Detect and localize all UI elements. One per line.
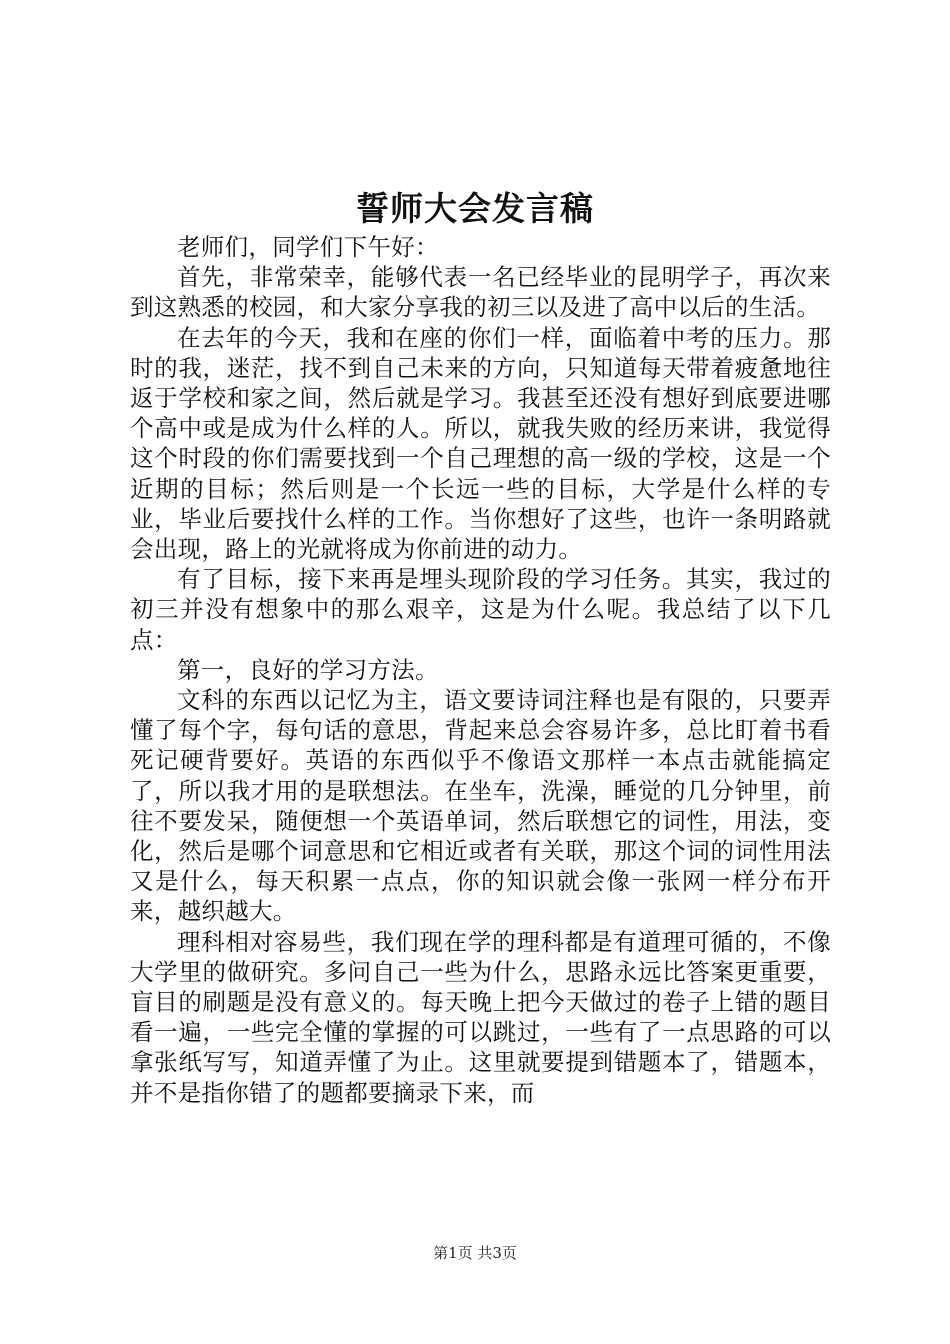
paragraph: 在去年的今天，我和在座的你们一样，面临着中考的压力。那时的我，迷茫，找不到自己未来的方向，只知道每天带着疲惫地往返于学校和家之间，然后就是学习。我甚至还没有想好到底要进哪个高中或是成为什么样的人。所以，就我失败的经历来讲，我觉得这个时段的你们需要找到一个自己理想的高一级的学校，这是一个近期的目标；然后则是一个长远一些的目标，大学是什么样的专业，毕业后要找什么样的工作。当你想好了这些，也许一条明路就会出现，路上的光就将成为你前进的动力。 bbox=[130, 323, 831, 564]
document-title: 誓师大会发言稿 bbox=[356, 189, 594, 228]
page-number-footer: 第1页 共3页 bbox=[433, 1244, 517, 1262]
paragraph-greeting: 老师们，同学们下午好： bbox=[177, 233, 439, 261]
paragraph: 有了目标，接下来再是埋头现阶段的学习任务。其实，我过的初三并没有想象中的那么艰辛，这是为什么呢。我总结了以下几点： bbox=[130, 565, 831, 654]
paragraph: 首先，非常荣幸，能够代表一名已经毕业的昆明学子，再次来到这熟悉的校园，和大家分享我的初三以及进了高中以后的生活。 bbox=[130, 263, 831, 322]
paragraph: 文科的东西以记忆为主，语文要诗词注释也是有限的，只要弄懂了每个字，每句话的意思，背起来总会容易许多，总比盯着书看死记硬背要好。英语的东西似乎不像语文那样一本点击就能搞定了，所以我才用的是联想法。在坐车，洗澡，睡觉的几分钟里，前往不要发呆，随便想一个英语单词，然后联想它的词性，用法，变化，然后是哪个词意思和它相近或者有关联，那这个词的词性用法又是什么，每天积累一点点，你的知识就会像一张网一样分布开来，越织越大。 bbox=[130, 686, 831, 926]
document-body bbox=[130, 232, 831, 1108]
paragraph: 第一，良好的学习方法。 bbox=[177, 655, 439, 684]
paragraph: 理科相对容易些，我们现在学的理科都是有道理可循的，不像大学里的做研究。多问自己一些为什么，思路永远比答案更重要，盲目的刷题是没有意义的。每天晚上把今天做过的卷子上错的题目看一遍，一些完全懂的掌握的可以跳过，一些有了一点思路的可以拿张纸写写，知道弄懂了为止。这里就要提到错题本了，错题本，并不是指你错了的题都要摘录下来，而 bbox=[130, 927, 831, 1107]
